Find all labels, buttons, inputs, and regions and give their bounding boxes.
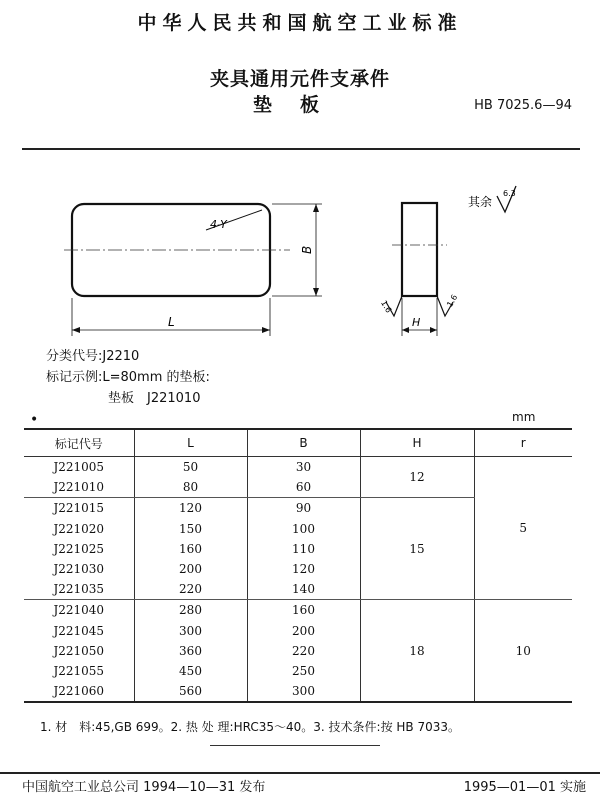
cell-L: 300 xyxy=(134,621,247,641)
cell-L: 560 xyxy=(134,681,247,702)
unit-label: mm xyxy=(512,410,536,424)
cell-L: 360 xyxy=(134,641,247,661)
cell-B: 220 xyxy=(247,641,360,661)
cell-B: 90 xyxy=(247,498,360,519)
technical-conditions: 1. 材 料:45,GB 699。2. 热 处 理:HRC35～40。3. 技术条件:按 HB 7033。 xyxy=(40,720,460,734)
cell-code: J221015 xyxy=(24,498,134,519)
cell-L: 80 xyxy=(134,477,247,498)
cell-H-group: 15 xyxy=(360,498,474,600)
col-header-B: B xyxy=(247,429,360,457)
class-code: 分类代号:J2210 xyxy=(46,349,140,364)
bullet-dot: • xyxy=(30,412,39,428)
cell-B: 100 xyxy=(247,519,360,539)
col-header-code: 标记代号 xyxy=(24,429,134,457)
cell-B: 110 xyxy=(247,539,360,559)
roughness-note-value: 6.3 xyxy=(503,189,516,198)
cell-code: J221025 xyxy=(24,539,134,559)
radius-label: 4-Y xyxy=(210,218,227,231)
dimension-B-label: B xyxy=(300,245,314,254)
cell-code: J221035 xyxy=(24,579,134,600)
table-header-row xyxy=(24,429,572,457)
document-title: 夹具通用元件支承件 xyxy=(209,68,390,90)
dimension-table xyxy=(24,428,572,703)
cell-code: J221040 xyxy=(24,600,134,621)
cell-B: 140 xyxy=(247,579,360,600)
cell-r-group: 5 xyxy=(474,457,572,600)
cell-B: 120 xyxy=(247,559,360,579)
cell-B: 30 xyxy=(247,457,360,478)
dimension-H-label: H xyxy=(412,316,421,329)
standard-series-title: 中华人民共和国航空工业标准 xyxy=(137,12,463,34)
svg-text:1.6: 1.6 xyxy=(379,298,394,315)
cell-L: 150 xyxy=(134,519,247,539)
cell-B: 300 xyxy=(247,681,360,702)
dimension-L-label: L xyxy=(168,315,175,329)
cell-L: 200 xyxy=(134,559,247,579)
cell-code: J221045 xyxy=(24,621,134,641)
document-subtitle: 垫板 xyxy=(252,94,347,116)
cell-B: 200 xyxy=(247,621,360,641)
cell-code: J221020 xyxy=(24,519,134,539)
table-row xyxy=(24,457,572,478)
cell-H-group: 18 xyxy=(360,600,474,702)
technical-drawing xyxy=(0,150,600,345)
issue-date: 中国航空工业总公司 1994—10—31 发布 xyxy=(22,780,266,795)
cell-code: J221005 xyxy=(24,457,134,478)
cell-L: 160 xyxy=(134,539,247,559)
cell-r-group: 10 xyxy=(474,600,572,702)
cell-code: J221030 xyxy=(24,559,134,579)
col-header-r: r xyxy=(474,429,572,457)
cell-code: J221010 xyxy=(24,477,134,498)
marking-example: 标记示例:L=80mm 的垫板: xyxy=(46,370,210,385)
cell-L: 450 xyxy=(134,661,247,681)
cell-code: J221055 xyxy=(24,661,134,681)
standard-number: HB 7025.6—94 xyxy=(474,98,572,113)
marking-code: 垫板 J221010 xyxy=(108,391,201,406)
cell-B: 250 xyxy=(247,661,360,681)
effective-date: 1995—01—01 实施 xyxy=(463,780,586,795)
end-rule xyxy=(210,745,380,746)
cell-code: J221060 xyxy=(24,681,134,702)
col-header-L: L xyxy=(134,429,247,457)
table-row xyxy=(24,600,572,621)
col-header-H: H xyxy=(360,429,474,457)
cell-L: 220 xyxy=(134,579,247,600)
cell-H-group: 12 xyxy=(360,457,474,498)
plate-side-view xyxy=(402,203,437,296)
cell-B: 160 xyxy=(247,600,360,621)
roughness-note-rest: 其余 xyxy=(468,195,493,209)
footer-rule xyxy=(0,772,600,774)
svg-text:1.6: 1.6 xyxy=(445,293,460,309)
cell-B: 60 xyxy=(247,477,360,498)
cell-L: 50 xyxy=(134,457,247,478)
cell-code: J221050 xyxy=(24,641,134,661)
cell-L: 120 xyxy=(134,498,247,519)
cell-L: 280 xyxy=(134,600,247,621)
